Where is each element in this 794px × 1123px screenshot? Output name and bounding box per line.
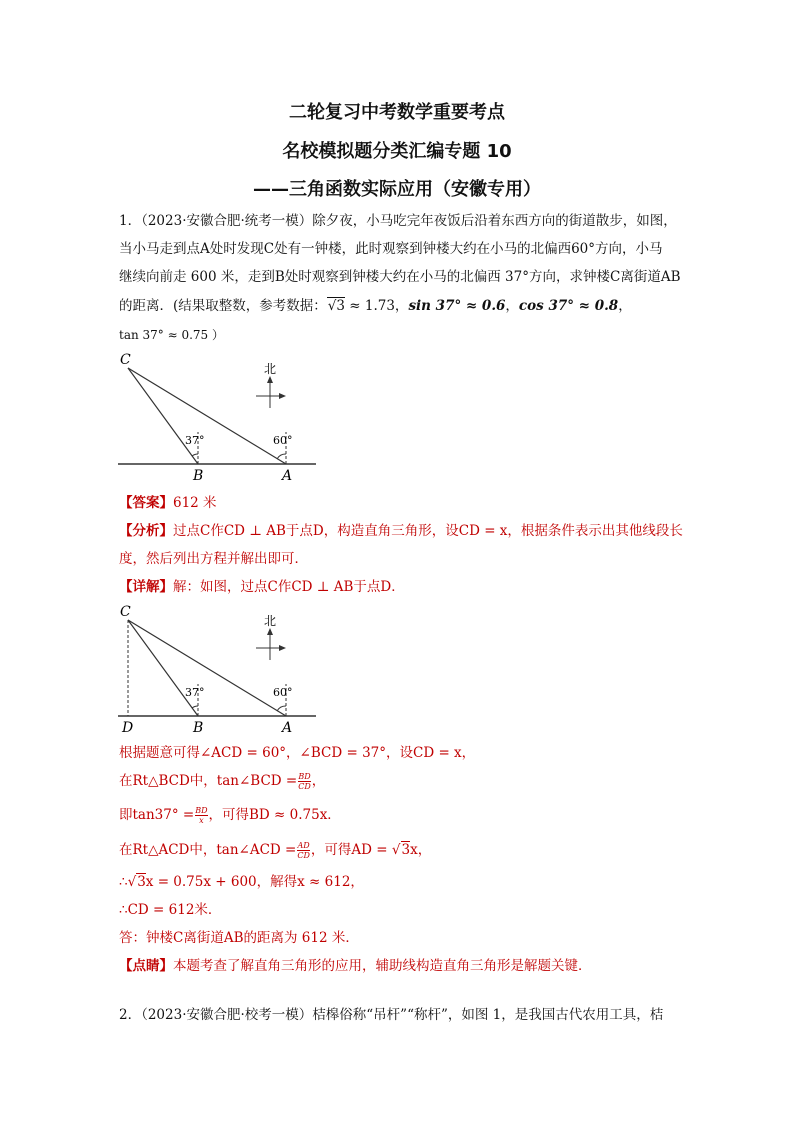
label-north: 北 [264, 614, 277, 628]
comment-text: 本题考查了解直角三角形的应用，辅助线构造直角三角形是解题关键． [173, 958, 592, 974]
detail-text-1: 解：如图，过点C作CD ⊥ AB于点D． [173, 579, 405, 595]
fraction-bd-x: $\frac{BD}{x}$ [195, 806, 208, 825]
sqrt-3: 3 [401, 842, 411, 858]
segment-CB [128, 368, 198, 464]
sqrt-3-eq: 3 [137, 874, 146, 890]
figure-1 [116, 348, 326, 488]
angle-arc-B [192, 454, 198, 456]
label-angle-60: 60° [273, 434, 293, 447]
q2-line-1: 2．（2023·安徽合肥·校考一模）桔槔俗称“吊杆”“称杆”，如图 1，是我国古代农用工具，桔 [119, 1007, 664, 1023]
q1-sin-value: sin 37° ≈ 0.6 [408, 298, 506, 314]
label-B: B [193, 720, 204, 736]
label-B: B [193, 468, 204, 484]
q1-approx-173: ≈ 1.73， [344, 298, 409, 314]
detail-step-5: ∴√3x = 0.75x + 600，解得x ≈ 612， [119, 874, 364, 890]
detail-step-3-text: 即tan37° = [119, 807, 195, 823]
detail-step-2-text: 在Rt△BCD中，tan∠BCD = [119, 773, 298, 789]
label-A: A [282, 720, 293, 736]
q1-line-5: tan 37° ≈ 0.75 ） [119, 328, 225, 342]
angle-arc-B [192, 706, 198, 708]
title-line-3: ——三角函数实际应用（安徽专用） [253, 179, 541, 200]
q1-line-1: 1．（2023·安徽合肥·统考一模）除夕夜，小马吃完年夜饭后沿着东西方向的街道散步，如图， [119, 213, 677, 229]
detail-step-2: 在Rt△BCD中，tan∠BCD = $\frac{BD}{CD}$ ， [119, 772, 326, 791]
label-C: C [120, 604, 131, 620]
fraction-bd-cd: $\frac{BD}{CD}$ [298, 772, 311, 791]
segment-CA [128, 620, 286, 716]
label-north: 北 [264, 362, 277, 376]
label-angle-60: 60° [273, 686, 293, 699]
q1-sqrt3: √3 [327, 298, 345, 314]
analysis-text-1: 过点C作CD ⊥ AB于点D，构造直角三角形，设CD = x，根据条件表示出其他线段长 [173, 523, 683, 539]
segment-CA [128, 368, 286, 464]
answer-value: 612 米 [173, 495, 217, 511]
analysis-line-1 [119, 522, 683, 540]
analysis-line-2: 度，然后列出方程并解出即可． [119, 551, 308, 567]
detail-step-1: 根据题意可得∠ACD = 60°，∠BCD = 37°，设CD = x， [119, 745, 476, 761]
analysis-tag: 【分析】 [119, 523, 173, 539]
north-arrow-icon [256, 628, 286, 660]
answer-line [119, 494, 217, 512]
q1-line-2: 当小马走到点A处时发现C处有一钟楼，此时观察到钟楼大约在小马的北偏西60°方向，小马 [119, 241, 663, 257]
label-D: D [122, 720, 134, 736]
title-line-2: 名校模拟题分类汇编专题 10 [282, 141, 512, 162]
figure-2 [116, 600, 326, 740]
label-angle-37: 37° [185, 686, 205, 699]
label-angle-37: 37° [185, 434, 205, 447]
angle-arc-A [277, 706, 286, 711]
answer-tag: 【答案】 [119, 495, 173, 511]
detail-step-7: 答：钟楼C离街道AB的距离为 612 米． [119, 930, 359, 946]
comment-tag: 【点睛】 [119, 958, 173, 974]
q1-line-3: 继续向前走 600 米，走到B处时观察到钟楼大约在小马的北偏西 37°方向，求钟楼C离街道AB [119, 269, 681, 285]
north-arrow-icon [256, 376, 286, 408]
label-C: C [120, 352, 131, 368]
q1-cos-value: cos 37° ≈ 0.8 [518, 298, 619, 314]
detail-step-6: ∴CD = 612米． [119, 902, 222, 918]
angle-arc-A [277, 454, 286, 459]
q1-line-4-text: 的距离．(结果取整数，参考数据： [119, 298, 327, 314]
label-A: A [282, 468, 293, 484]
detail-step-4: 在Rt△ACD中，tan∠ACD = $\frac{AD}{CD}$ ，可得AD = √3x， [119, 841, 432, 860]
segment-CB [128, 620, 198, 716]
detail-step-4-text: 在Rt△ACD中，tan∠ACD = [119, 842, 297, 858]
q1-line-4: 的距离．(结果取整数，参考数据：√3 ≈ 1.73，sin 37° ≈ 0.6，cos 37° ≈ 0.8， [119, 298, 632, 314]
fraction-ad-cd: $\frac{AD}{CD}$ [297, 841, 310, 860]
title-line-1: 二轮复习中考数学重要考点 [289, 102, 505, 123]
comment-line [119, 957, 592, 975]
detail-step-3: 即tan37° = $\frac{BD}{x}$ ，可得BD ≈ 0.75x． [119, 806, 341, 825]
detail-line-1 [119, 578, 405, 596]
detail-tag: 【详解】 [119, 579, 173, 595]
